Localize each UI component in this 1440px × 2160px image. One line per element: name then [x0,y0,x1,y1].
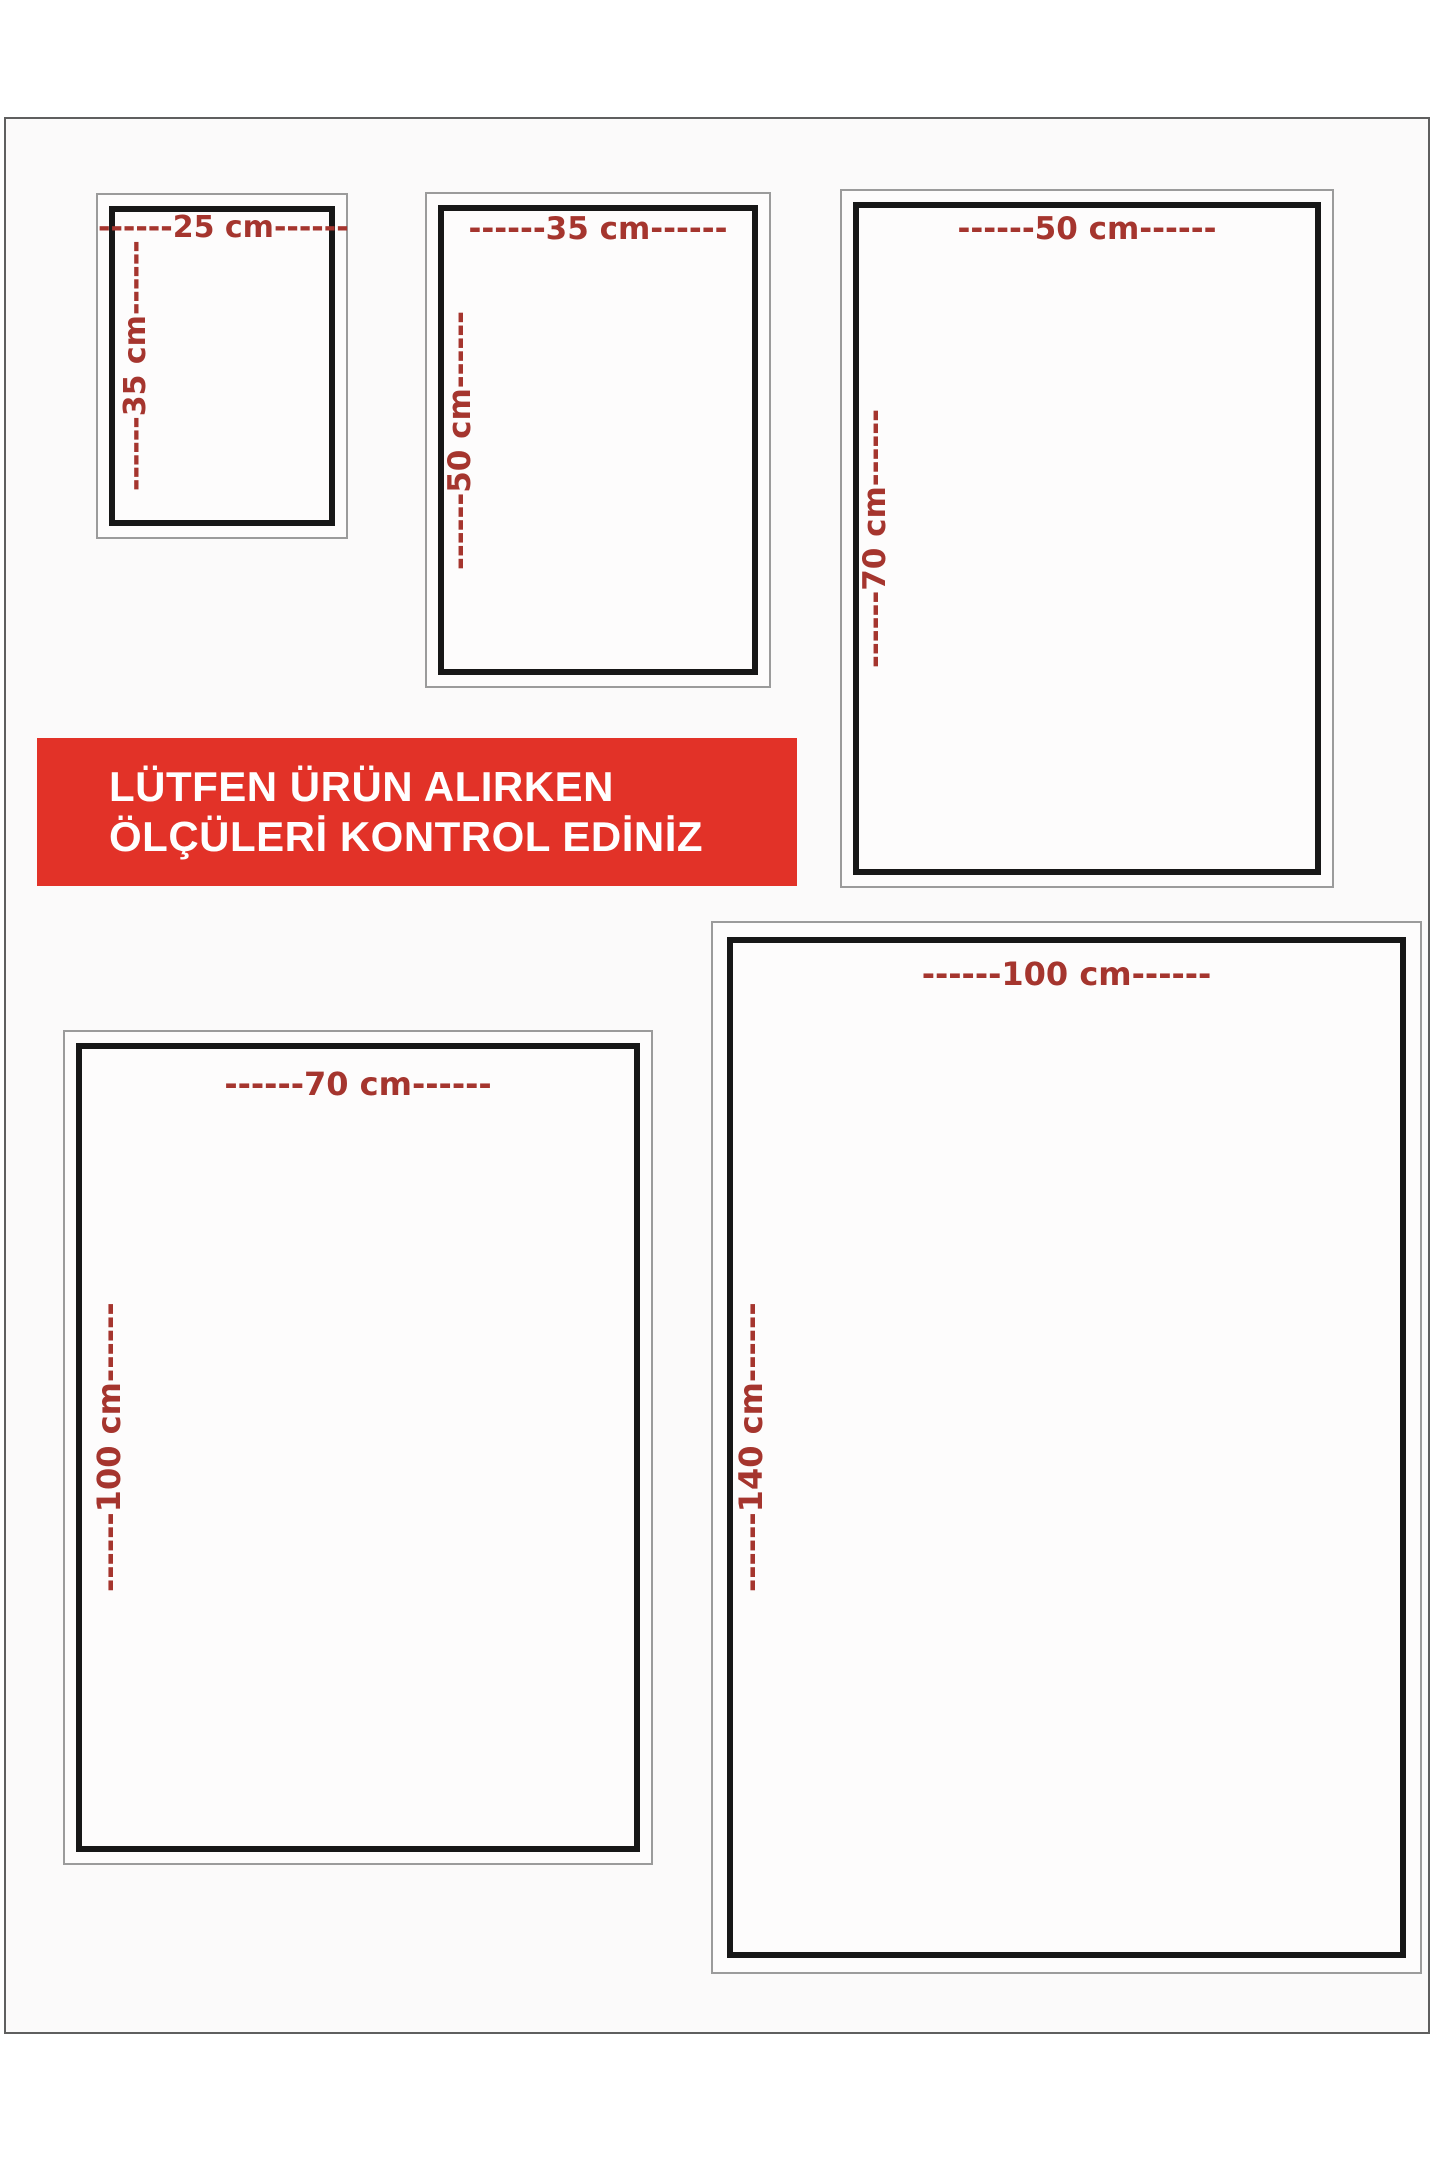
size-box-25x35 [96,193,348,539]
height-label-100cm: ------100 cm------ [90,1302,128,1593]
width-label-25cm: ------25 cm------ [98,210,349,245]
size-box-70x100 [63,1030,653,1865]
width-label-50cm: ------50 cm------ [957,211,1217,247]
width-label-35cm: ------35 cm------ [468,211,728,247]
warning-banner [37,738,797,886]
height-label-50cm: ------50 cm------ [442,310,478,570]
size-box-35x50 [425,192,771,688]
height-label-35cm: ------35 cm------ [118,240,153,492]
width-label-100cm: ------100 cm------ [921,955,1212,993]
width-label-70cm: ------70 cm------ [224,1065,492,1103]
size-box-50x70-border [853,202,1321,875]
size-box-100x140 [711,921,1422,1974]
size-box-70x100-border [76,1043,640,1852]
warning-banner-line2: ÖLÇÜLERİ KONTROL EDİNİZ [109,813,704,860]
height-label-70cm: ------70 cm------ [857,409,893,669]
size-box-50x70 [840,189,1334,888]
warning-banner-line1: LÜTFEN ÜRÜN ALIRKEN [109,763,614,810]
height-label-140cm: ------140 cm------ [732,1302,770,1593]
size-box-35x50-border [438,205,758,675]
size-box-100x140-border [727,937,1406,1958]
